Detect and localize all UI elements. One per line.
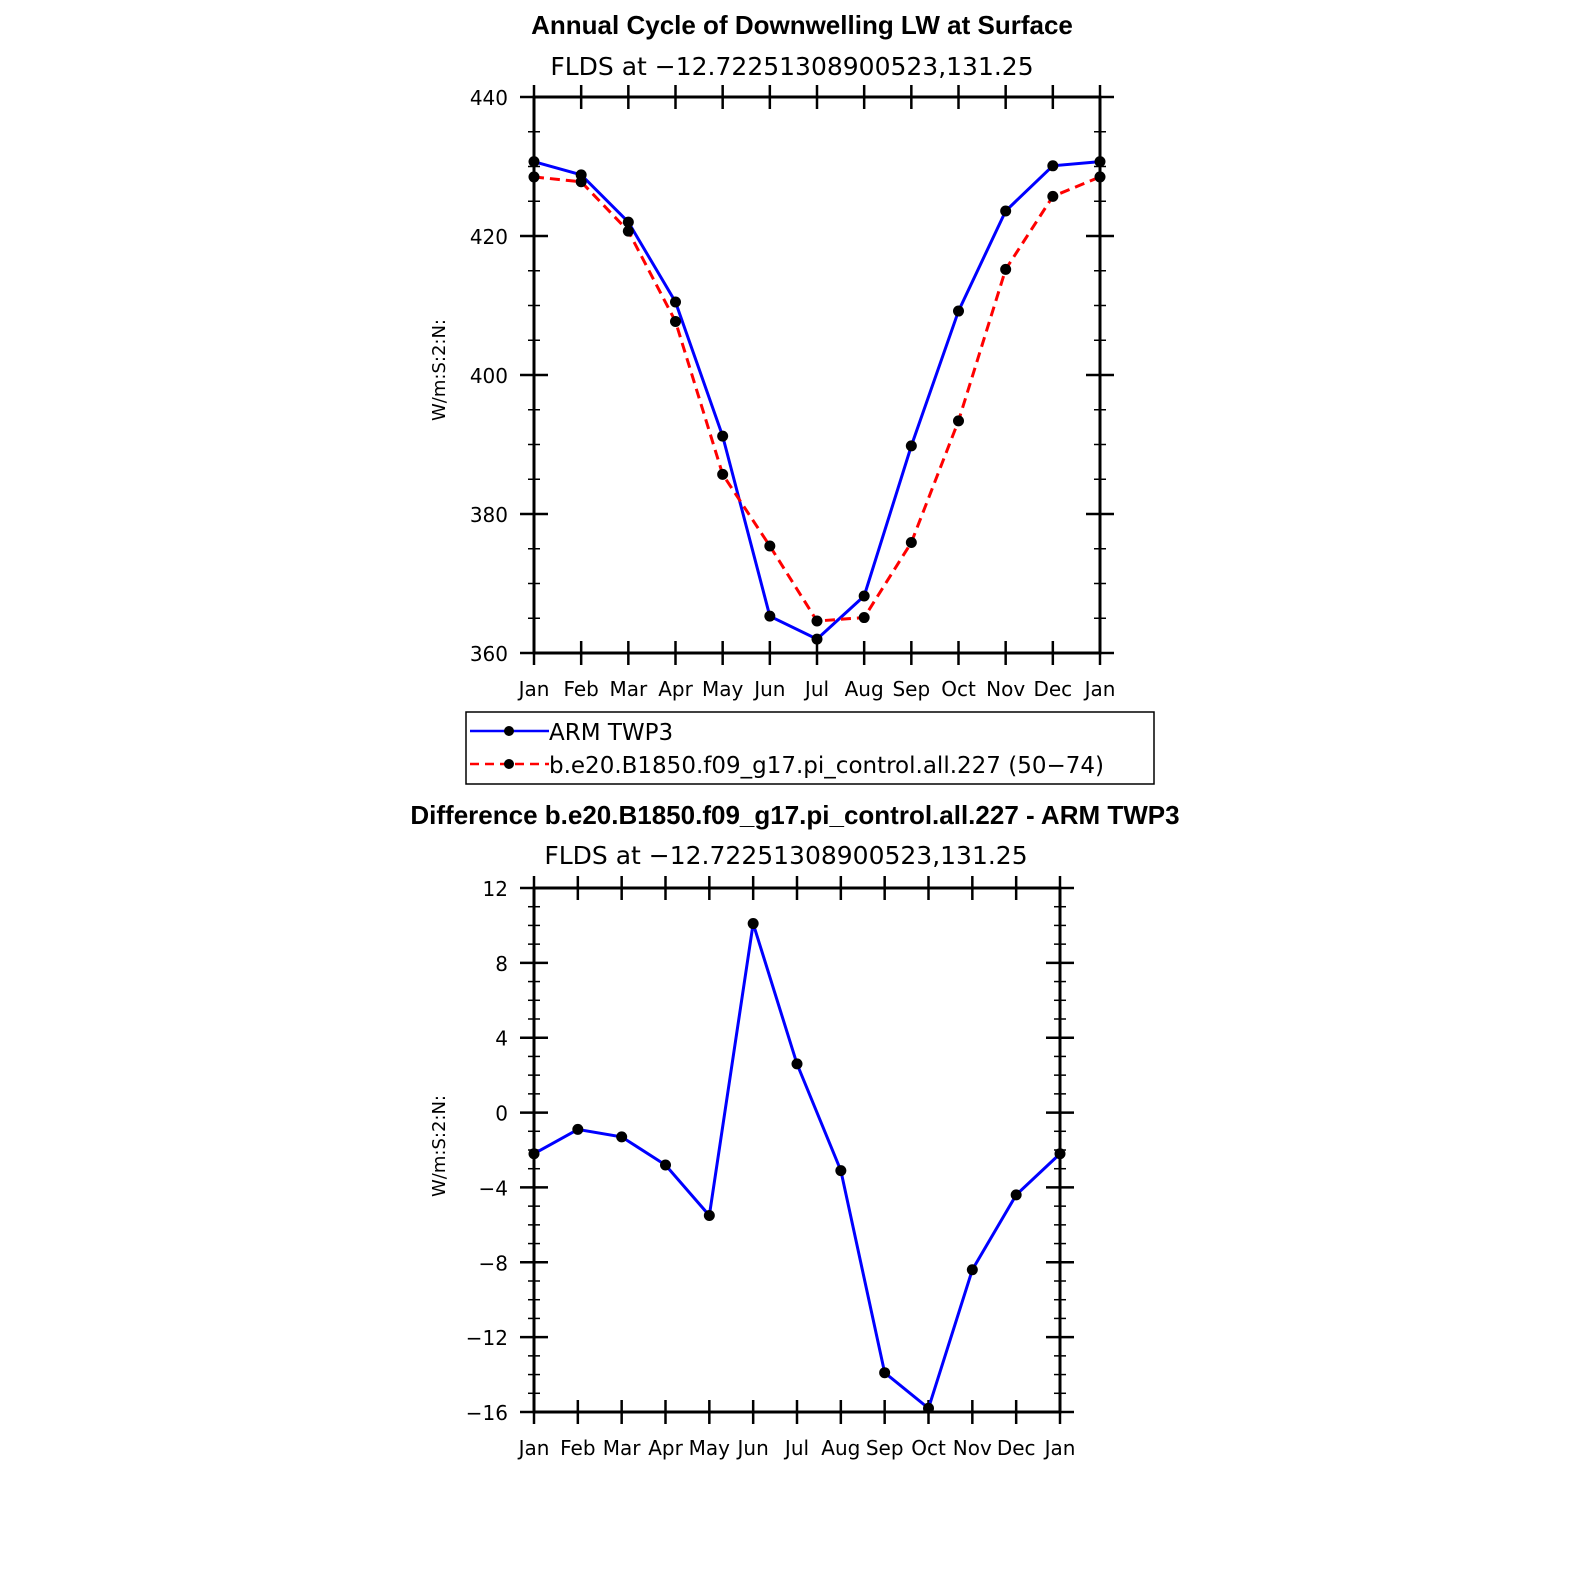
chart2-series-0-point	[967, 1264, 978, 1275]
chart1-series-1-point	[717, 469, 728, 480]
chart2-series-0-point	[660, 1159, 671, 1170]
chart2-y-axis-label: W/m:S:2:N:	[429, 1095, 450, 1197]
chart1-y-tick-label: 400	[469, 364, 508, 388]
chart1-series-1-point	[670, 316, 681, 327]
chart2-frame	[534, 888, 1060, 1412]
chart1-series-0-point	[906, 440, 917, 451]
chart1-y-tick-label: 420	[469, 225, 508, 249]
chart2-y-tick-label: 8	[495, 951, 508, 976]
chart1-y-tick-label: 440	[469, 86, 508, 110]
chart1-series-1-point	[1095, 171, 1106, 182]
chart2-y-tick-label: −16	[465, 1401, 508, 1425]
legend-marker-model	[504, 759, 514, 769]
chart2-series-0-point	[879, 1367, 890, 1378]
chart2-x-tick-label: Feb	[560, 1436, 596, 1460]
chart1-series-1-point	[1000, 264, 1011, 275]
chart1-series-1-point	[812, 616, 823, 627]
legend	[466, 712, 1154, 784]
chart1-x-tick-label: May	[701, 677, 744, 701]
chart2-y-tick-label: 0	[495, 1101, 508, 1126]
chart2-series-0-point	[923, 1403, 934, 1414]
chart1-series-0-point	[812, 634, 823, 645]
chart1-series-1-point	[529, 171, 540, 182]
chart1-series-1-point	[623, 226, 634, 237]
chart2-plot-area	[466, 876, 1076, 1460]
chart2-x-tick-label: Sep	[865, 1436, 904, 1460]
chart2-series-0-point	[792, 1058, 803, 1069]
chart1-x-tick-label: Oct	[941, 677, 976, 701]
chart1-series-0-point	[717, 431, 728, 442]
chart2-series-0-point	[748, 918, 759, 929]
chart1-series-0-point	[1000, 205, 1011, 216]
chart1-series-1-point	[953, 415, 964, 426]
chart2-x-tick-label: Apr	[648, 1436, 683, 1460]
difference-chart	[410, 800, 1179, 1460]
chart2-x-tick-label: Jul	[784, 1436, 810, 1460]
chart2-title: Difference b.e20.B1850.f09_g17.pi_control.all.227 - ARM TWP3	[410, 800, 1180, 830]
chart2-x-tick-label: Oct	[911, 1436, 946, 1460]
chart2-series-0-point	[835, 1165, 846, 1176]
chart1-plot-area	[470, 85, 1116, 701]
chart1-y-tick-label: 360	[469, 642, 508, 666]
chart2-x-tick-label: Jan	[518, 1436, 550, 1460]
chart1-series-0-point	[670, 297, 681, 308]
chart1-series-1-point	[906, 537, 917, 548]
legend-marker-obs	[504, 726, 514, 736]
chart2-x-tick-label: Nov	[952, 1436, 992, 1460]
chart1-series-0-point	[764, 611, 775, 622]
chart2-x-tick-label: Jan	[1044, 1436, 1076, 1460]
chart2-y-tick-label: 4	[495, 1026, 508, 1051]
chart1-series-0-point	[859, 591, 870, 602]
chart1-x-tick-label: Aug	[844, 677, 884, 701]
legend-label-obs: ARM TWP3	[549, 720, 674, 746]
chart1-series-0-point	[1095, 156, 1106, 167]
chart1-x-tick-label: Jan	[518, 677, 550, 701]
chart1-x-tick-label: Feb	[563, 677, 599, 701]
chart2-x-tick-label: Jun	[737, 1436, 769, 1460]
chart1-series-0-line	[534, 162, 1100, 639]
chart2-y-tick-label: −4	[478, 1176, 508, 1201]
chart1-series-1-line	[534, 177, 1100, 621]
chart1-series-1-point	[576, 176, 587, 187]
chart1-series-0-point	[529, 156, 540, 167]
chart1-x-tick-label: Dec	[1033, 677, 1073, 701]
chart2-y-tick-label: −12	[465, 1326, 508, 1351]
chart2-subtitle: FLDS at −12.72251308900523,131.25	[544, 841, 1028, 870]
chart1-x-tick-label: Mar	[609, 677, 648, 701]
chart2-x-tick-label: May	[688, 1436, 731, 1460]
chart1-subtitle: FLDS at −12.72251308900523,131.25	[550, 52, 1034, 81]
chart1-x-tick-label: Apr	[658, 677, 693, 701]
chart2-y-tick-label: −8	[478, 1251, 508, 1276]
chart1-y-tick-label: 380	[469, 503, 508, 527]
chart1-x-tick-label: Jul	[804, 677, 830, 701]
chart1-y-axis-label: W/m:S:2:N:	[429, 319, 450, 421]
chart2-x-tick-label: Dec	[996, 1436, 1036, 1460]
chart2-series-0-point	[704, 1210, 715, 1221]
chart1-series-1-point	[764, 540, 775, 551]
chart2-x-tick-label: Mar	[602, 1436, 641, 1460]
chart2-series-0-point	[572, 1124, 583, 1135]
chart2-series-0-line	[534, 924, 1060, 1409]
chart1-x-tick-label: Jun	[754, 677, 786, 701]
chart2-series-0-point	[529, 1148, 540, 1159]
chart1-x-tick-label: Jan	[1084, 677, 1116, 701]
chart1-series-1-point	[859, 612, 870, 623]
chart1-title: Annual Cycle of Downwelling LW at Surface	[531, 10, 1073, 40]
chart2-x-tick-label: Aug	[821, 1436, 861, 1460]
chart1-series-0-point	[953, 306, 964, 317]
chart1-x-tick-label: Nov	[986, 677, 1026, 701]
chart1-series-0-point	[1047, 160, 1058, 171]
chart2-y-tick-label: 12	[482, 877, 508, 901]
chart1-frame	[534, 97, 1100, 653]
chart1-series-1-point	[1047, 191, 1058, 202]
chart2-series-0-point	[1011, 1189, 1022, 1200]
annual-cycle-chart	[429, 10, 1115, 701]
chart1-x-tick-label: Sep	[892, 677, 931, 701]
legend-label-model: b.e20.B1850.f09_g17.pi_control.all.227 (50−74)	[549, 753, 1104, 779]
chart2-series-0-point	[1055, 1148, 1066, 1159]
chart2-series-0-point	[616, 1131, 627, 1142]
